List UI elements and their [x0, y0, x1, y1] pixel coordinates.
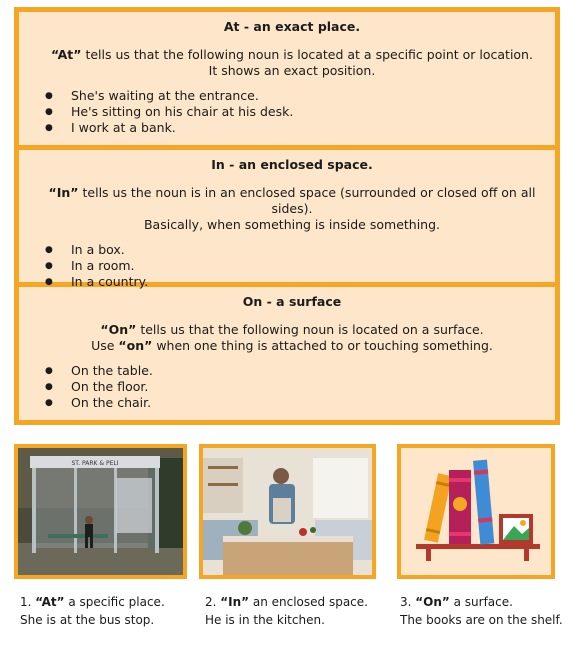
- books-shelf-illustration: [401, 448, 551, 575]
- panel-at: [14, 7, 560, 150]
- caption-number: 2.: [205, 595, 221, 609]
- example-item: ● She's waiting at the entrance.: [41, 88, 543, 104]
- description-line: when one thing is attached to or touching something.: [152, 338, 493, 353]
- example-item: ● In a box.: [41, 242, 543, 258]
- keyword: “In”: [48, 185, 79, 200]
- panel-description: [41, 47, 543, 79]
- caption-in: [205, 593, 368, 629]
- caption-number: 3.: [400, 595, 416, 609]
- caption-keyword: “At”: [35, 595, 65, 609]
- description-line: Basically, when something is inside something.: [143, 217, 441, 232]
- caption-sentence: He is in the kitchen.: [205, 613, 325, 627]
- description-line: tells us the noun is in an enclosed space (surrounded or closed off on all sides).: [78, 185, 536, 216]
- caption-title: [400, 593, 563, 611]
- caption-rest: a specific place.: [64, 595, 165, 609]
- example-list: [41, 242, 543, 290]
- caption-sentence: She is at the bus stop.: [20, 613, 155, 627]
- keyword: “At”: [51, 47, 82, 62]
- example-item: ● On the floor.: [41, 379, 543, 395]
- caption-keyword: “In”: [220, 595, 250, 609]
- example-item: ● On the table.: [41, 363, 543, 379]
- panel-title: In - an enclosed space.: [211, 157, 373, 172]
- caption-rest: a surface.: [449, 595, 513, 609]
- example-item: ● He's sitting on his chair at his desk.: [41, 104, 543, 120]
- panel-title: On - a surface: [242, 294, 342, 309]
- caption-title: [20, 593, 165, 611]
- keyword: “On”: [100, 322, 137, 337]
- bus-stop-sign: ST. PARK & PELI: [71, 460, 119, 467]
- example-list: [41, 88, 543, 136]
- prepositions-panels: [14, 7, 560, 425]
- caption-sentence: The books are on the shelf.: [400, 613, 563, 627]
- description-line: It shows an exact position.: [208, 63, 376, 78]
- example-list: [41, 363, 543, 411]
- books-shelf-image: [397, 444, 555, 579]
- panel-description: [41, 322, 543, 354]
- caption-keyword: “On”: [415, 595, 450, 609]
- panel-on: [14, 282, 560, 425]
- example-item: ● I work at a bank.: [41, 120, 543, 136]
- bus-stop-image: [14, 444, 187, 579]
- caption-title: [205, 593, 368, 611]
- panel-description: [41, 185, 543, 233]
- keyword: “on”: [118, 338, 153, 353]
- description-line: tells us that the following noun is located on a surface.: [136, 322, 484, 337]
- caption-on: [400, 593, 563, 629]
- caption-number: 1.: [20, 595, 36, 609]
- description-line: tells us that the following noun is located at a specific point or location.: [81, 47, 533, 62]
- example-item: ● In a country.: [41, 274, 543, 290]
- example-item: ● On the chair.: [41, 395, 543, 411]
- kitchen-illustration: [203, 448, 372, 575]
- caption-rest: an enclosed space.: [249, 595, 368, 609]
- description-line: Use: [91, 338, 119, 353]
- bus-stop-illustration: [18, 448, 183, 575]
- kitchen-image: [199, 444, 376, 579]
- panel-in: [14, 145, 560, 287]
- example-item: ● In a room.: [41, 258, 543, 274]
- panel-title: At - an exact place.: [223, 19, 361, 34]
- caption-at: [20, 593, 165, 629]
